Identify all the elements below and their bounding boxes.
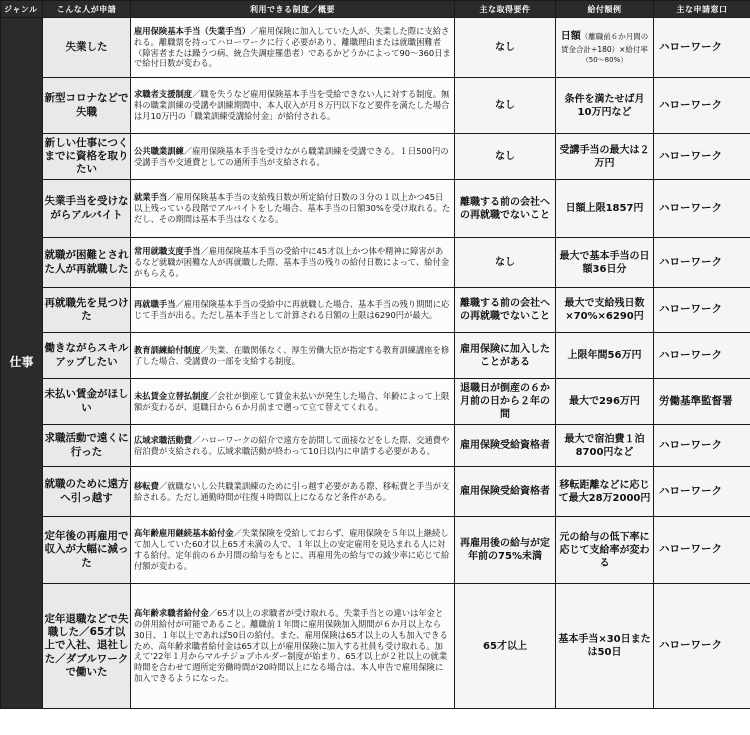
window-cell: ハローワーク (654, 180, 750, 238)
system-cell (131, 134, 455, 180)
system-cell (131, 180, 455, 238)
system-desc: ／失業、在職関係なく、厚生労働大臣が指定する教育訓練講座を修了した場合、受講費の一部を支給する制度。 (134, 344, 450, 366)
system-name: 移転費 (134, 480, 159, 491)
header-window: 主な申請窓口 (654, 1, 750, 18)
requirement-cell: なし (455, 18, 556, 78)
genre-cell: 仕事 (1, 18, 43, 709)
person-cell: 失業手当を受けながらアルバイト (43, 180, 131, 238)
requirement-cell: 再雇用後の給与が定年前の75%未満 (455, 517, 556, 584)
person-cell: 定年後の再雇用で収入が大幅に減った (43, 517, 131, 584)
window-cell: ハローワーク (654, 18, 750, 78)
system-cell (131, 78, 455, 134)
table-row (1, 238, 750, 288)
system-cell (131, 467, 455, 517)
system-name: 高年齢求職者給付金 (134, 607, 209, 618)
requirement-cell: 雇用保険受給資格者 (455, 467, 556, 517)
table-row (1, 584, 750, 709)
system-name: 再就職手当 (134, 299, 176, 310)
requirement-cell: 雇用保険受給資格者 (455, 425, 556, 467)
header-person: こんな人が申請 (43, 1, 131, 18)
system-desc: ／職を失うなど雇用保険基本手当を受給できない人に対する制度。無料の職業訓練の受講や訓練期間中、本人収入が月８万円以下など要件を満たした場合は月10万円の「職業訓練受講給付金」が給付される。 (134, 89, 450, 121)
person-cell: 就職のために遠方へ引っ越す (43, 467, 131, 517)
amount-cell: 基本手当×30日または50日 (556, 584, 654, 709)
header-requirement: 主な取得要件 (455, 1, 556, 18)
person-cell: 新型コロナなどで失職 (43, 78, 131, 134)
header-amount: 給付額例 (556, 1, 654, 18)
system-name: 求職者支援制度 (134, 89, 193, 100)
system-name: 広域求職活動費 (134, 434, 193, 445)
system-desc: ／雇用保険基本手当の受給中に再就職した場合、基本手当の残り期間に応じて手当が出る。ただし基本手当として計算される日額の上限は6290円が最大。 (134, 299, 450, 320)
amount-cell: 条件を満たせば月10万円など (556, 78, 654, 134)
system-desc: ／会社が倒産して賃金未払いが発生した場合、年齢によって上限額が変わるが、退職日から６か月前まで遡って立て替えてくれる。 (134, 390, 450, 412)
amount-cell: 上限年間56万円 (556, 333, 654, 379)
window-cell: ハローワーク (654, 517, 750, 584)
person-cell: 未払い賃金がほしい (43, 379, 131, 425)
window-cell: 労働基準監督署 (654, 379, 750, 425)
window-cell: ハローワーク (654, 425, 750, 467)
system-cell (131, 288, 455, 333)
amount-cell: 最大で宿泊費１泊8700円など (556, 425, 654, 467)
person-cell: 働きながらスキルアップしたい (43, 333, 131, 379)
person-cell: 就職が困難とされた人が再就職した (43, 238, 131, 288)
system-cell (131, 18, 455, 78)
system-name: 教育訓練給付制度 (134, 344, 201, 355)
window-cell: ハローワーク (654, 134, 750, 180)
requirement-cell: なし (455, 78, 556, 134)
window-cell: ハローワーク (654, 238, 750, 288)
header-system: 利用できる制度／概要 (131, 1, 455, 18)
table-row (1, 425, 750, 467)
system-desc: ／雇用保険基本手当の支給残日数が所定給付日数の３分の１以上かつ45日以上残っている段階でアルバイトをした場合、基本手当の日額30%を受け取れる。ただし、その期間は基本手当はなくなる。 (134, 192, 451, 224)
system-name: 常用就職支度手当 (134, 246, 201, 257)
window-cell: ハローワーク (654, 78, 750, 134)
amount-note: （離職前６か月間の賃金合計÷180）×給付率 (561, 31, 649, 54)
system-desc: ／65才以上の求職者が受け取れる。失業手当との違いは年金との併用給付が可能であること。離職前１年間に雇用保険加入期間が６か月以上なら30日、１年以上であれば50日の給付。また、雇用保険は65才以上の人も加入できるため、高年齢求職者給付金は65才以上が雇用保険に加入する社員も受け取れる。加えて'22年１月からマルチジョブホルダー制度が始まり、65才以上が２社以上の就業時間を合わせて週所定労働時間が20時間以上になる場合は、本人申告で雇用保険に加入できるようになった。 (134, 607, 448, 684)
system-desc: ／雇用保険基本手当の受給中に45才以上かつ体や精神に障害があるなど就職が困難な人が再就職した際、基本手当の残りの給付日数によって、給付金がもらえる。 (134, 246, 450, 278)
requirement-cell: なし (455, 134, 556, 180)
system-desc: ／ハローワークの紹介で遠方を訪問して面接などをした際、交通費や宿泊費が支給される。広域求職活動が終わって10日以内に申請する必要がある。 (134, 434, 450, 456)
system-cell (131, 584, 455, 709)
system-cell (131, 425, 455, 467)
person-cell: 定年退職などで失職した／65才以上で入社、退社した／ダブルワークで働いた (43, 584, 131, 709)
system-cell (131, 517, 455, 584)
system-name: 高年齢雇用継続基本給付金 (134, 528, 234, 539)
system-cell (131, 379, 455, 425)
person-cell: 失業した (43, 18, 131, 78)
system-desc: ／雇用保険基本手当を受けながら職業訓練を受講できる。１日500円の受講手当や交通費としての通所手当が支給される。 (134, 145, 449, 167)
table-row (1, 78, 750, 134)
amount-sub: （50〜80%） (581, 55, 628, 64)
table-row (1, 180, 750, 238)
requirement-cell: 退職日が倒産の６か月前の日から２年の間 (455, 379, 556, 425)
person-cell: 新しい仕事につくまでに資格を取りたい (43, 134, 131, 180)
amount-cell: 元の給与の低下率に応じて支給率が変わる (556, 517, 654, 584)
amount-cell: 最大で296万円 (556, 379, 654, 425)
amount-cell: 移転距離などに応じて最大28万2000円 (556, 467, 654, 517)
system-name: 公共職業訓練 (134, 145, 184, 156)
table-row (1, 18, 750, 78)
table-row (1, 467, 750, 517)
requirement-cell: 離職する前の会社への再就職でないこと (455, 180, 556, 238)
system-desc: ／雇用保険に加入していた人が、失業した際に支給される。離職票を持ってハローワークに行く必要があり、離職理由または就職困難者（障害者または躁うつ病、統合失調症罹患者）であるかどうかによって90〜360日まで給付日数が変わる。 (134, 25, 451, 69)
person-cell: 再就職先を見つけた (43, 288, 131, 333)
amount-main: 日額 (560, 30, 581, 42)
table-row (1, 134, 750, 180)
table-row (1, 333, 750, 379)
amount-cell: 最大で支給残日数×70%×6290円 (556, 288, 654, 333)
window-cell: ハローワーク (654, 333, 750, 379)
system-name: 雇用保険基本手当（失業手当） (134, 25, 251, 36)
requirement-cell: 65才以上 (455, 584, 556, 709)
person-cell: 求職活動で遠くに行った (43, 425, 131, 467)
amount-cell (556, 18, 654, 78)
amount-cell: 最大で基本手当の日額36日分 (556, 238, 654, 288)
amount-cell: 受講手当の最大は２万円 (556, 134, 654, 180)
table-row (1, 379, 750, 425)
header-row (1, 1, 750, 18)
window-cell: ハローワーク (654, 288, 750, 333)
window-cell: ハローワーク (654, 467, 750, 517)
window-cell: ハローワーク (654, 584, 750, 709)
requirement-cell: 離職する前の会社への再就職でないこと (455, 288, 556, 333)
system-name: 就業手当 (134, 192, 168, 203)
system-name: 未払賃金立替払制度 (134, 390, 209, 401)
system-cell (131, 333, 455, 379)
header-genre: ジャンル (1, 1, 43, 18)
requirement-cell: なし (455, 238, 556, 288)
requirement-cell: 雇用保険に加入したことがある (455, 333, 556, 379)
table-row (1, 288, 750, 333)
system-cell (131, 238, 455, 288)
amount-cell: 日額上限1857円 (556, 180, 654, 238)
system-desc: ／就職ないし公共職業訓練のために引っ越す必要がある際、移転費と手当が支給される。ただし通勤時間が往復４時間以上になるなど条件がある。 (134, 480, 450, 502)
system-desc: ／失業保険を受給しておらず、雇用保険を５年以上継続して加入していた60才以上65才未満の人で、１年以上の安定雇用を見込まれる人に対する給付。定年前の６か月間の給与をもとに、再雇用先の給与での減少率に応じて給付額が変わる。 (134, 528, 450, 571)
table-row (1, 517, 750, 584)
